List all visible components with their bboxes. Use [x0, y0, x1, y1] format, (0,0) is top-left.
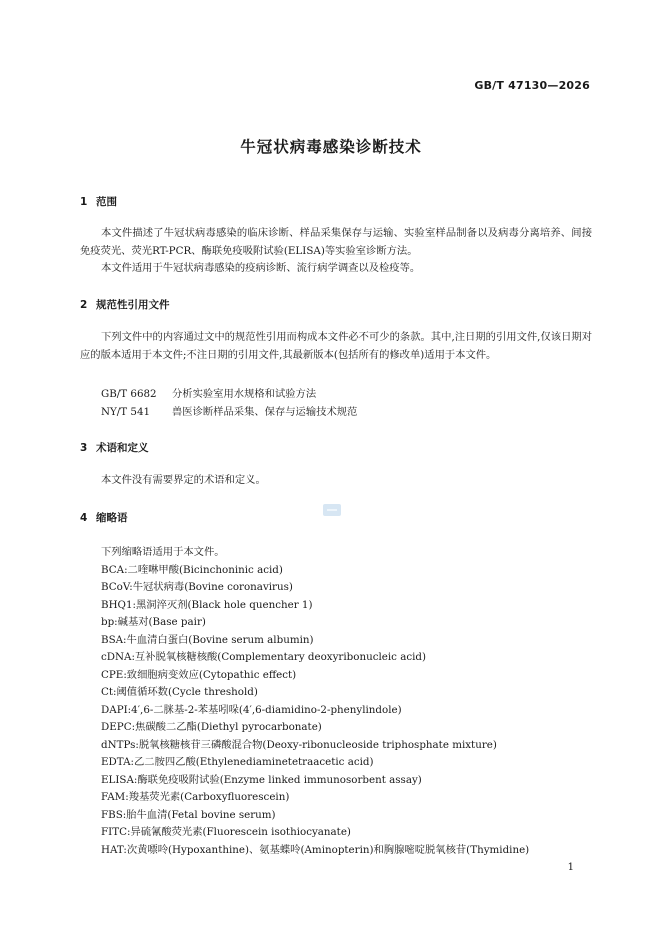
watermark-icon	[323, 504, 341, 516]
section-heading-scope	[80, 194, 117, 209]
reference-code: GB/T 6682	[101, 388, 157, 400]
abbreviation-item: Ct:阈值循环数(Cycle threshold)	[101, 686, 258, 698]
reference-item	[101, 403, 357, 418]
section-title: 范围	[96, 196, 117, 208]
abbreviation-item: DEPC:焦碳酸二乙酯(Diethyl pyrocarbonate)	[101, 721, 322, 733]
section-number: 1	[80, 196, 88, 208]
abbreviation-item: EDTA:乙二胺四乙酸(Ethylenediaminetetraacetic acid)	[101, 756, 374, 768]
section-title: 规范性引用文件	[96, 299, 170, 311]
abbreviation-item: FITC:异硫氰酸荧光素(Fluorescein isothiocyanate)	[101, 826, 351, 838]
abbreviation-item: BCA:二喹啉甲酸(Bicinchoninic acid)	[101, 564, 283, 576]
abbreviation-item: bp:碱基对(Base pair)	[101, 616, 206, 628]
abbreviation-item: cDNA:互补脱氧核糖核酸(Complementary deoxyribonucleic acid)	[101, 651, 427, 663]
reference-title: 分析实验室用水规格和试验方法	[172, 388, 317, 400]
document-title: 牛冠状病毒感染诊断技术	[240, 138, 422, 156]
paragraph: 本文件没有需要界定的术语和定义。	[101, 474, 266, 486]
paragraph: 本文件适用于牛冠状病毒感染的疫病诊断、流行病学调查以及检疫等。	[101, 262, 421, 274]
abbreviation-item: DAPI:4′,6-二脒基-2-苯基吲哚(4′,6-diamidino-2-phenylindole)	[101, 704, 402, 716]
abbreviation-item: CPE:致细胞病变效应(Cytopathic effect)	[101, 669, 297, 681]
section-title: 缩略语	[96, 512, 128, 524]
reference-title: 兽医诊断样品采集、保存与运输技术规范	[172, 406, 358, 418]
abbreviation-item: dNTPs:脱氧核糖核苷三磷酸混合物(Deoxy-ribonucleoside triphosphate mixture)	[101, 739, 497, 751]
section-heading-terms	[80, 440, 149, 455]
abbreviation-item: FBS:胎牛血清(Fetal bovine serum)	[101, 809, 276, 821]
abbreviation-item: BHQ1:黑洞淬灭剂(Black hole quencher 1)	[101, 599, 313, 611]
abbreviation-item: BCoV:牛冠状病毒(Bovine coronavirus)	[101, 581, 293, 593]
section-title: 术语和定义	[96, 442, 149, 454]
abbreviation-item: ELISA:酶联免疫吸附试验(Enzyme linked immunosorbent assay)	[101, 774, 422, 786]
paragraph: 本文件描述了牛冠状病毒感染的临床诊断、样品采集保存与运输、实验室样品制备以及病毒分离培养、间接免疫荧光、荧光RT-PCR、酶联免疫吸附试验(ELISA)等实验室诊断方法。	[80, 227, 592, 257]
standard-number: GB/T 47130—2026	[474, 79, 590, 92]
reference-code: NY/T 541	[101, 406, 151, 418]
section-number: 2	[80, 299, 88, 311]
abbreviation-item: BSA:牛血清白蛋白(Bovine serum albumin)	[101, 634, 314, 646]
section-heading-abbreviations	[80, 510, 128, 525]
paragraph: 下列文件中的内容通过文中的规范性引用而构成本文件必不可少的条款。其中,注日期的引用文件,仅该日期对应的版本适用于本文件;不注日期的引用文件,其最新版本(包括所有的修改单)适用于本文件。	[80, 331, 592, 361]
section-number: 4	[80, 512, 88, 524]
page-number: 1	[567, 862, 574, 873]
abbreviation-item: HAT:次黄嘌呤(Hypoxanthine)、氨基蝶呤(Aminopterin)和胸腺嘧啶脱氧核苷(Thymidine)	[101, 844, 530, 856]
reference-item	[101, 385, 316, 400]
abbreviations-intro: 下列缩略语适用于本文件。	[101, 546, 225, 558]
section-number: 3	[80, 442, 88, 454]
section-heading-normative-references	[80, 297, 170, 312]
abbreviation-item: FAM:羧基荧光素(Carboxyfluorescein)	[101, 791, 290, 803]
